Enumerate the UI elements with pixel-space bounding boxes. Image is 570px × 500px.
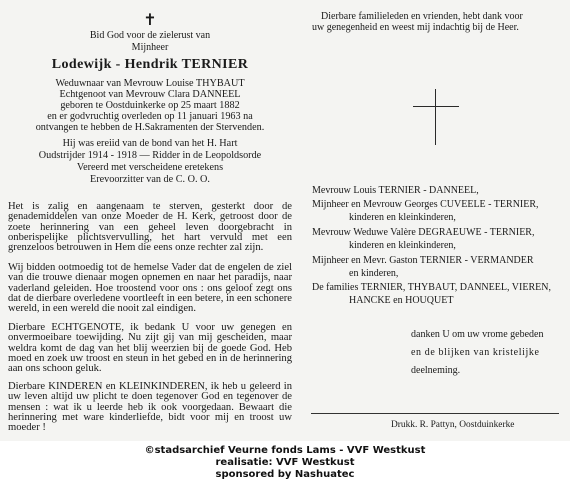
family-line: HANCKE en HOUQUET xyxy=(349,295,454,306)
closing-line: en de blijken van kristelijke xyxy=(411,347,540,358)
title-mijnheer: Mijnheer xyxy=(131,42,169,53)
paragraph-spouse: Dierbare ECHTGENOTE, ik bedank U voor uw genegen en onvermoeibare toewijding. Nu zijt gij van mij gescheiden, maar weldra komt de dag van het blij weerzien bij de goede God. Heb moed en zoek uw troost en steun in het gebed en in de herinnering aan ons schoon geluk. xyxy=(8,322,292,375)
left-panel xyxy=(0,0,300,441)
credit-line: ©stadsarchief Veurne fonds Lams - VVF Westkust xyxy=(144,445,426,456)
family-line: Mijnheer en Mevrouw Georges CUVEELE - TERNIER, xyxy=(312,199,539,210)
divider xyxy=(311,413,559,414)
thanks-line: Dierbare familieleden en vrienden, hebt dank voor xyxy=(321,11,523,22)
honor-line: Hij was ereiid van de bond van het H. Hart xyxy=(62,138,238,149)
closing-line: deelneming. xyxy=(411,365,461,376)
family-line: Mevrouw Louis TERNIER - DANNEEL, xyxy=(312,185,479,196)
prayer-header: Bid God voor de zielerust van xyxy=(89,30,211,41)
bio-line: geboren te Oostduinkerke op 25 maart 1882 xyxy=(60,100,240,111)
thanks-line: uw genegenheid en weest mij indachtig bij de Heer. xyxy=(312,22,519,33)
bio-line: Weduwnaar van Mevrouw Louise THYBAUT xyxy=(55,78,245,89)
honor-line: Oudstrijder 1914 - 1918 — Ridder in de Leopoldsorde xyxy=(38,150,262,161)
family-line: kinderen en kleinkinderen, xyxy=(349,240,456,251)
paragraph-prayer: Wij bidden ootmoedig tot de hemelse Vader dat de engelen de ziel van die trouwe dienaar mogen opnemen en naar het paradijs, naar vaderland geleiden. Hoe troostend voor ons : ons geloof zegt ons dat de dierbare overledene voortleeft in een betere, in een schonere wereld, in een wereld die nooit zal eindigen. xyxy=(8,262,292,315)
closing-line: danken U om uw vrome gebeden xyxy=(411,329,544,340)
bio-line: ontvangen te hebben de H.Sakramenten der Stervenden. xyxy=(35,122,265,133)
bio-line: Echtgenoot van Mevrouw Clara DANNEEL xyxy=(59,89,241,100)
family-line: Mevrouw Weduwe Valère DEGRAEUWE - TERNIER, xyxy=(312,227,535,238)
credit-line: sponsored by Nashuatec xyxy=(215,469,355,480)
honor-line: Vereerd met verscheidene eretekens xyxy=(76,162,224,173)
cross-ornament xyxy=(413,106,459,107)
right-panel xyxy=(301,0,570,441)
cross-icon: ✝ xyxy=(143,12,157,29)
family-line: kinderen en kleinkinderen, xyxy=(349,212,456,223)
family-line: De families TERNIER, THYBAUT, DANNEEL, VIEREN, xyxy=(312,282,551,293)
paragraph-death: Het is zalig en aangenaam te sterven, gesterkt door de genademiddelen van onze Moeder de H. Kerk, getroost door de zoete herinnering van een geheel leven doorgebracht in onberispelijke plichtsvervulling, het hart vervuld met een grenzeloos betrouwen in Hem die eens onze rechter zal zijn. xyxy=(8,201,292,254)
cross-ornament xyxy=(435,89,436,145)
deceased-name: Lodewijk - Hendrik TERNIER xyxy=(51,57,249,72)
family-line: en kinderen, xyxy=(349,268,399,279)
paragraph-children: Dierbare KINDEREN en KLEINKINDEREN, ik heb u geleerd in uw leven altijd uw plicht te doen tegenover God en tegenover de mensen : wat ik u leerde heb ik ook voorgedaan. Bewaart die herinnering met ware kinderliefde, bidt voor mij en troost uw moeder ! xyxy=(8,381,292,434)
archive-credits xyxy=(0,445,570,481)
bio-line: en er godvruchtig overleden op 11 januari 1963 na xyxy=(47,111,253,122)
credit-line: realisatie: VVF Westkust xyxy=(215,457,355,468)
printer-credit: Drukk. R. Pattyn, Oostduinkerke xyxy=(391,420,515,430)
family-line: Mijnheer en Mevr. Gaston TERNIER - VERMANDER xyxy=(312,255,534,266)
honor-line: Erevoorzitter van de C. O. O. xyxy=(90,174,210,185)
